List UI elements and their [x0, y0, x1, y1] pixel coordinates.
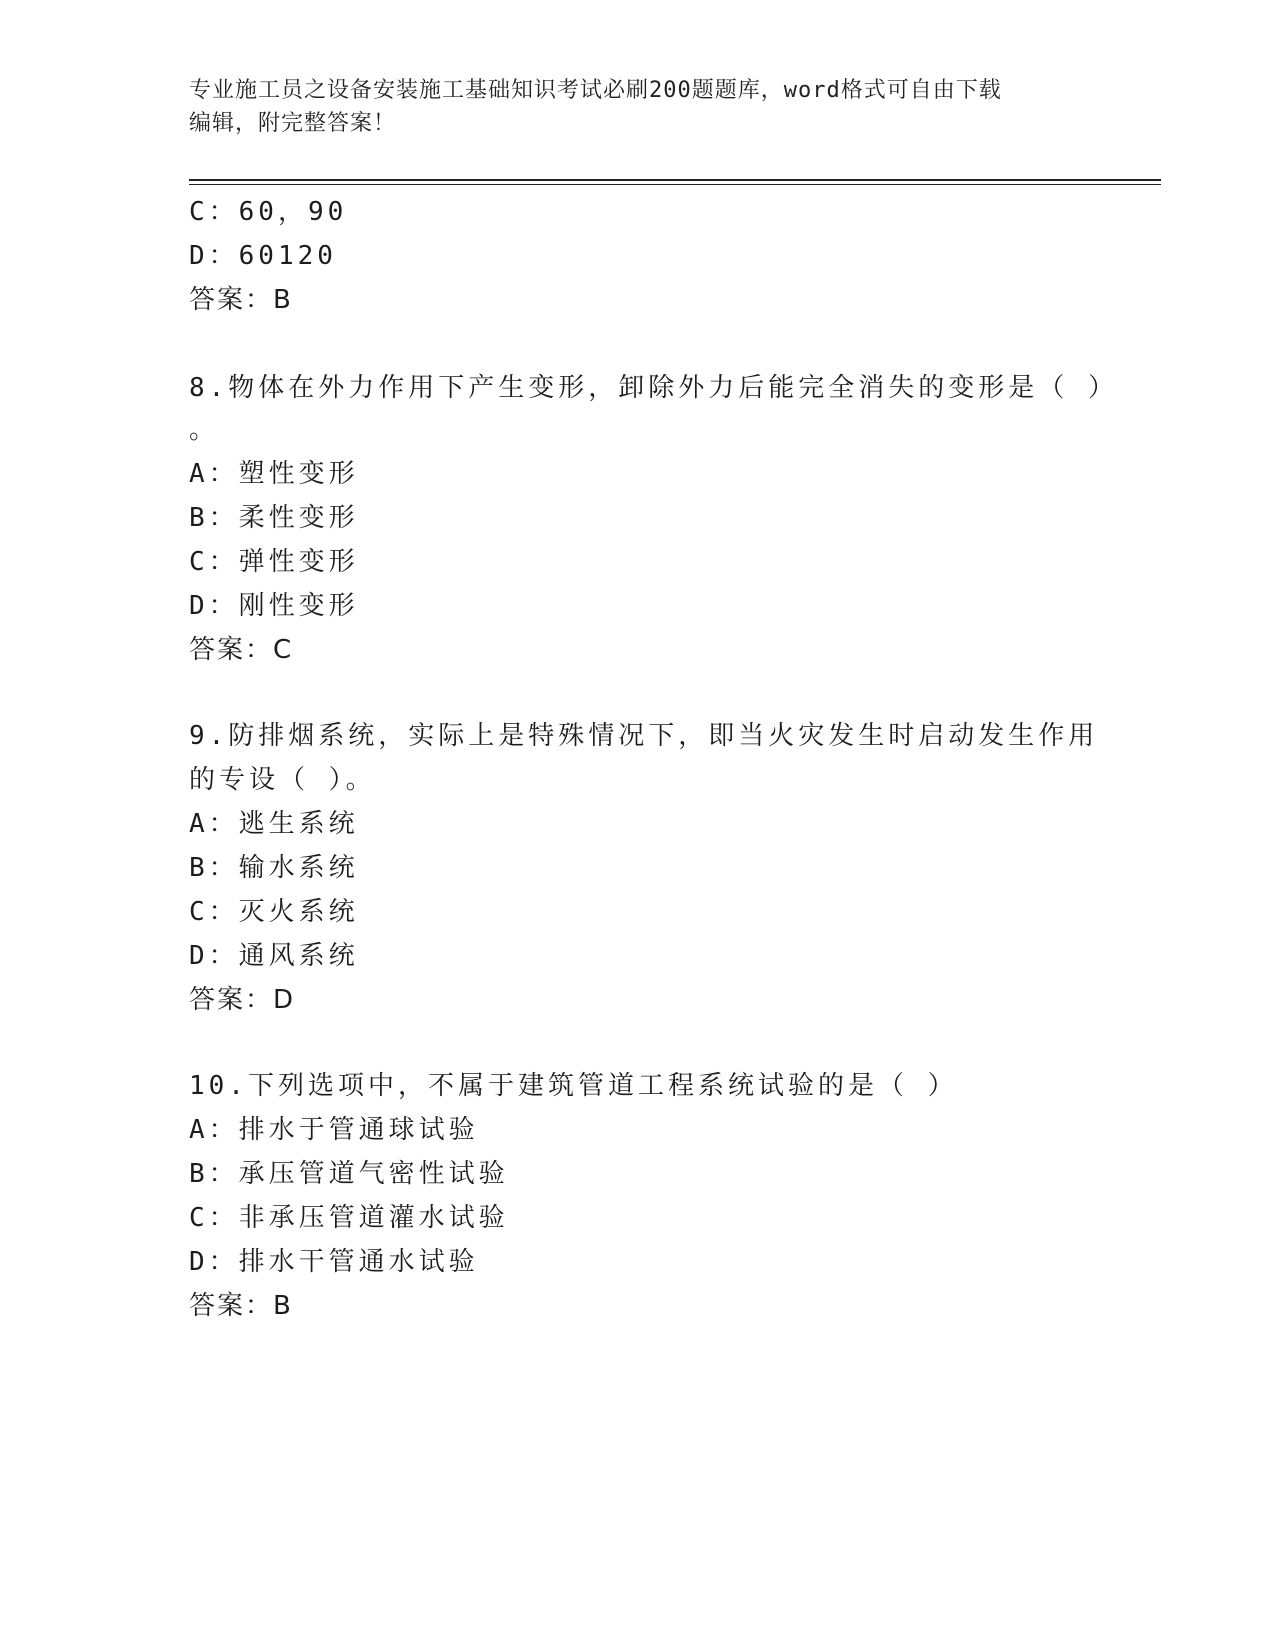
q10-stem-line-1: 10.下列选项中，不属于建筑管道工程系统试验的是（ ） [189, 1071, 958, 1101]
q8-stem-line-2: 。 [189, 415, 220, 445]
q8-answer: 答案：C [189, 635, 294, 665]
q9-option-b: B：输水系统 [189, 853, 359, 883]
q10-option-a: A：排水于管通球试验 [189, 1115, 479, 1145]
q8-option-a: A：塑性变形 [189, 459, 359, 489]
q8-option-d: D：刚性变形 [189, 591, 359, 621]
q8-option-c: C：弹性变形 [189, 547, 359, 577]
header-title-line-1: 专业施工员之设备安装施工基础知识考试必刷200题题库，word格式可自由下载 [189, 78, 1002, 103]
header-title-line-2: 编辑，附完整答案！ [189, 111, 397, 136]
q8-option-b: B：柔性变形 [189, 503, 359, 533]
q10-option-b: B：承压管道气密性试验 [189, 1159, 509, 1189]
q7-option-d: D：60120 [189, 241, 337, 271]
q9-option-c: C：灭火系统 [189, 897, 359, 927]
page-header [189, 74, 1089, 140]
q7-option-c: C：60，90 [189, 197, 348, 227]
q9-option-a: A：逃生系统 [189, 809, 359, 839]
q10-option-d: D：排水干管通水试验 [189, 1247, 479, 1277]
q10-option-c: C：非承压管道灌水试验 [189, 1203, 509, 1233]
q8-stem-line-1: 8.物体在外力作用下产生变形，卸除外力后能完全消失的变形是（ ） [189, 373, 1118, 403]
q9-option-d: D：通风系统 [189, 941, 359, 971]
q10-answer: 答案：B [189, 1291, 293, 1321]
q9-stem-line-2: 的专设（ ）。 [189, 765, 376, 795]
q9-answer: 答案：D [189, 985, 296, 1015]
q9-stem-line-1: 9.防排烟系统，实际上是特殊情况下，即当火灾发生时启动发生作用 [189, 721, 1099, 751]
header-divider-thin [189, 184, 1161, 185]
q7-answer: 答案：B [189, 285, 293, 315]
header-divider-thick [189, 179, 1161, 181]
